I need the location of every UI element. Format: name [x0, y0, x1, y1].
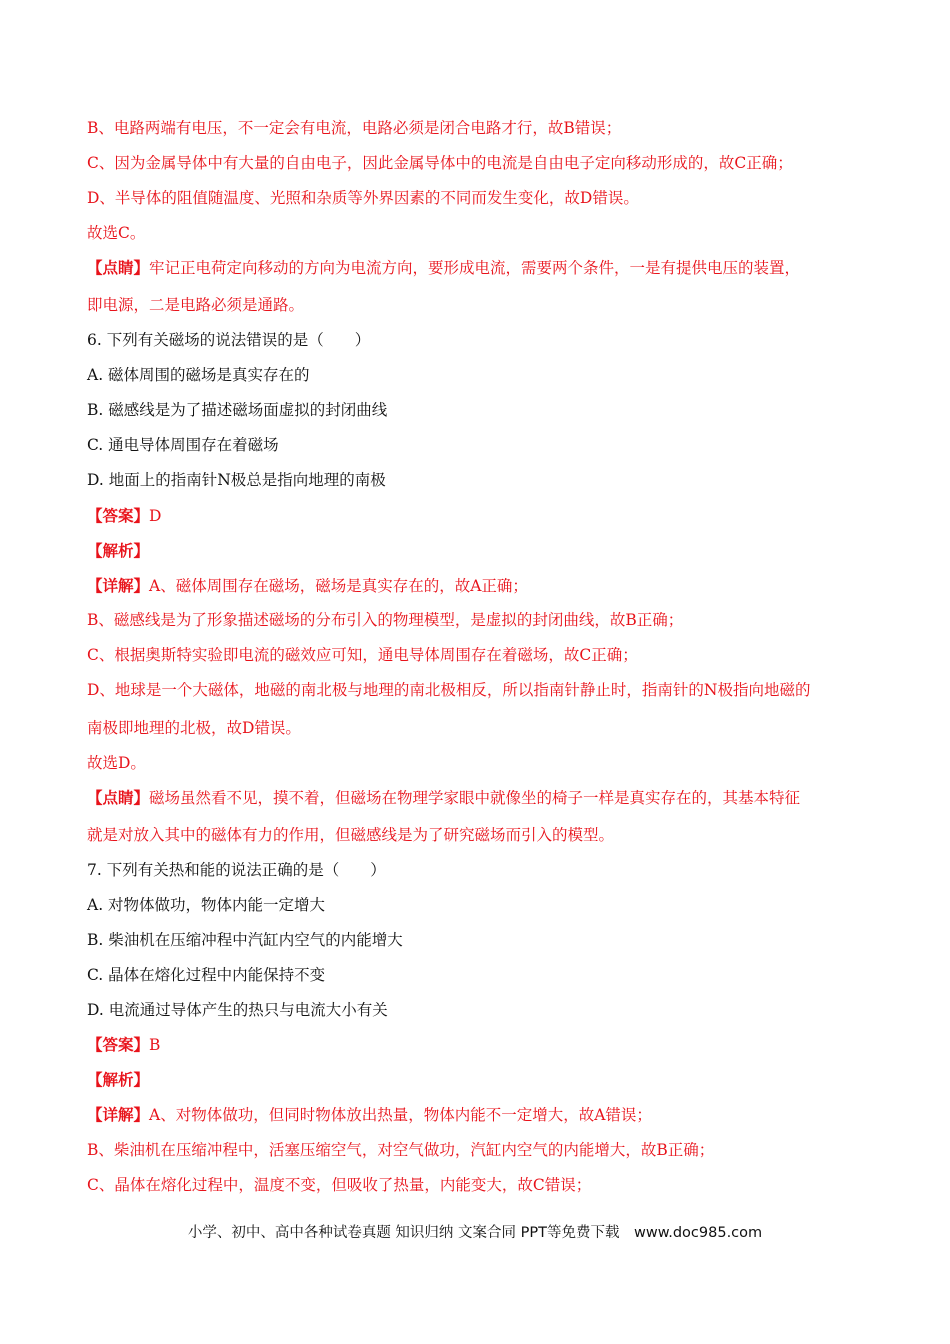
option-b: B. 磁感线是为了描述磁场面虚拟的封闭曲线 — [87, 401, 388, 419]
tag-dianjing: 【点睛】 — [87, 788, 150, 807]
text-line: 故选D。 — [87, 754, 146, 772]
text-line: 就是对放入其中的磁体有力的作用，但磁感线是为了研究磁场而引入的模型。 — [87, 826, 615, 844]
page-footer: 小学、初中、高中各种试卷真题 知识归纳 文案合同 PPT等免费下载 www.doc985.com — [187, 1225, 763, 1241]
answer-line: 【答案】B — [87, 1035, 161, 1054]
text-line: 【点睛】磁场虽然看不见，摸不着，但磁场在物理学家眼中就像坐的椅子一样是真实存在的，其基本特征 — [87, 788, 801, 807]
option-c: C. 通电导体周围存在着磁场 — [87, 436, 279, 454]
text-line: B、柴油机在压缩冲程中，活塞压缩空气，对空气做功，汽缸内空气的内能增大，故B正确； — [87, 1141, 715, 1159]
analysis-heading: 【解析】 — [87, 541, 150, 560]
tag-detail: 【详解】 — [87, 576, 150, 595]
option-a: A. 对物体做功，物体内能一定增大 — [87, 896, 326, 914]
text-line: 南极即地理的北极，故D错误。 — [87, 719, 301, 737]
analysis-heading: 【解析】 — [87, 1070, 150, 1089]
detail-line: 【详解】A、磁体周围存在磁场，磁场是真实存在的，故A正确； — [87, 576, 528, 595]
tag-answer: 【答案】 — [87, 1035, 150, 1054]
tag-detail: 【详解】 — [87, 1105, 150, 1124]
question-7: 7. 下列有关热和能的说法正确的是（ ） — [87, 861, 386, 879]
tag-dianjing: 【点睛】 — [87, 258, 150, 277]
text-line: C、因为金属导体中有大量的自由电子，因此金属导体中的电流是自由电子定向移动形成的，故C正确； — [87, 154, 793, 172]
tag-answer: 【答案】 — [87, 506, 150, 525]
option-d: D. 电流通过导体产生的热只与电流大小有关 — [87, 1001, 388, 1019]
text-line: C、根据奥斯特实验即电流的磁效应可知，通电导体周围存在着磁场，故C正确； — [87, 646, 638, 664]
text-line: 即电源，二是电路必须是通路。 — [87, 296, 305, 314]
detail-line: 【详解】A、对物体做功，但同时物体放出热量，物体内能不一定增大，故A错误； — [87, 1105, 652, 1124]
text-line: 【点睛】牢记正电荷定向移动的方向为电流方向，要形成电流，需要两个条件，一是有提供电压的装置， — [87, 258, 801, 277]
text-line: B、电路两端有电压，不一定会有电流，电路必须是闭合电路才行，故B错误； — [87, 119, 622, 137]
text-line: D、地球是一个大磁体，地磁的南北极与地理的南北极相反，所以指南针静止时，指南针的N极指向地磁的 — [87, 681, 811, 699]
text-line: D、半导体的阻值随温度、光照和杂质等外界因素的不同而发生变化，故D错误。 — [87, 189, 639, 207]
option-b: B. 柴油机在压缩冲程中汽缸内空气的内能增大 — [87, 931, 403, 949]
answer-line: 【答案】D — [87, 506, 162, 525]
option-a: A. 磁体周围的磁场是真实存在的 — [87, 366, 310, 384]
option-c: C. 晶体在熔化过程中内能保持不变 — [87, 966, 326, 984]
text-line: C、晶体在熔化过程中，温度不变，但吸收了热量，内能变大，故C错误； — [87, 1176, 592, 1194]
text-line: B、磁感线是为了形象描述磁场的分布引入的物理模型，是虚拟的封闭曲线，故B正确； — [87, 611, 684, 629]
option-d: D. 地面上的指南针N极总是指向地理的南极 — [87, 471, 386, 489]
question-6: 6. 下列有关磁场的说法错误的是（ ） — [87, 331, 371, 349]
text-line: 故选C。 — [87, 224, 146, 242]
